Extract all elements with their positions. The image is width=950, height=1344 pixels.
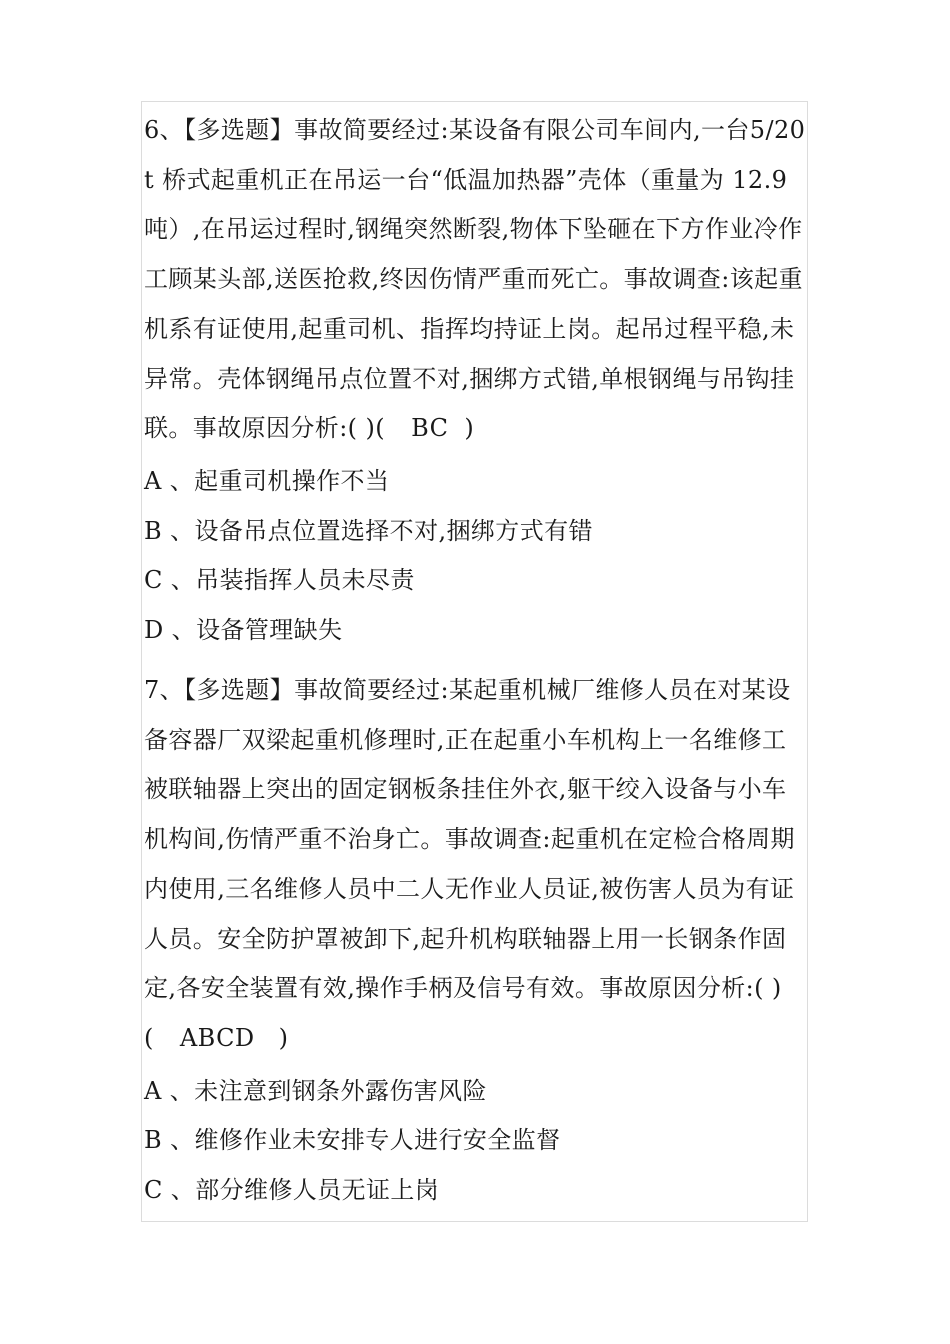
question-text: 事故简要经过:某起重机械厂维修人员在对某设备容器厂双梁起重机修理时,正在起重小车机构上一名维修工被联轴器上突出的固定钢板条挂住外衣,躯干绞入设备与小车机构间,伤情严重不治身亡。事故调查:起重机在定检合格周期内使用,三名维修人员中二人无作业人员证,被伤害人员为有证人员。安全防护罩被卸下,起升机构联轴器上用一长钢条作固定,各安全装置有效,操作手柄及信号有效。事故原因分析:( )( (144, 676, 795, 1052)
answer-close: ) (464, 414, 475, 443)
option-a: A 、起重司机操作不当 (144, 466, 390, 495)
answer-text: BC (411, 414, 449, 443)
option-b: B 、维修作业未安排专人进行安全监督 (144, 1126, 561, 1155)
question-6 (144, 106, 808, 656)
option-c: C 、吊装指挥人员未尽责 (144, 566, 415, 595)
question-7 (144, 666, 808, 1216)
options-list (144, 1067, 808, 1216)
option-d: D 、设备管理缺失 (144, 616, 343, 645)
answer-text: ABCD (179, 1023, 255, 1052)
question-text: 事故简要经过:某设备有限公司车间内,一台5/20t 桥式起重机正在吊运一台“低温加热器”壳体（重量为 12.9 吨）,在吊运过程时,钢绳突然断裂,物体下坠砸在下方作业冷作工顾某头部,送医抢救,终因伤情严重而死亡。事故调查:该起重机系有证使用,起重司机、指挥均持证上岗。起吊过程平稳,未异常。壳体钢绳吊点位置不对,捆绑方式错,单根钢绳与吊钩挂联。事故原因分析:( )( (144, 116, 806, 443)
question-number: 6 (144, 116, 160, 144)
question-stem: 6、【多选题】事故简要经过:某设备有限公司车间内,一台5/20t 桥式起重机正在吊运一台“低温加热器”壳体（重量为 12.9 吨）,在吊运过程时,钢绳突然断裂,物体下坠砸在下方作业冷作工顾某头部,送医抢救,终因伤情严重而死亡。事故调查:该起重机系有证使用,起重司机、指挥均持证上岗。起吊过程平稳,未异常。壳体钢绳吊点位置不对,捆绑方式错,单根钢绳与吊钩挂联。事故原因分析:( )( BC ) (144, 116, 806, 443)
answer-close: ) (278, 1023, 289, 1052)
question-number: 7 (144, 676, 160, 704)
question-type-label: 【多选题】 (184, 676, 295, 704)
option-a: A 、未注意到钢条外露伤害风险 (144, 1076, 487, 1105)
options-list (144, 457, 808, 656)
option-b: B 、设备吊点位置选择不对,捆绑方式有错 (144, 516, 593, 545)
option-c: C 、部分维修人员无证上岗 (144, 1176, 440, 1205)
question-type-label: 【多选题】 (184, 116, 295, 144)
question-stem: 7、【多选题】事故简要经过:某起重机械厂维修人员在对某设备容器厂双梁起重机修理时,正在起重小车机构上一名维修工被联轴器上突出的固定钢板条挂住外衣,躯干绞入设备与小车机构间,伤情严重不治身亡。事故调查:起重机在定检合格周期内使用,三名维修人员中二人无作业人员证,被伤害人员为有证人员。安全防护罩被卸下,起升机构联轴器上用一长钢条作固定,各安全装置有效,操作手柄及信号有效。事故原因分析:( )( ABCD ) (144, 676, 795, 1052)
